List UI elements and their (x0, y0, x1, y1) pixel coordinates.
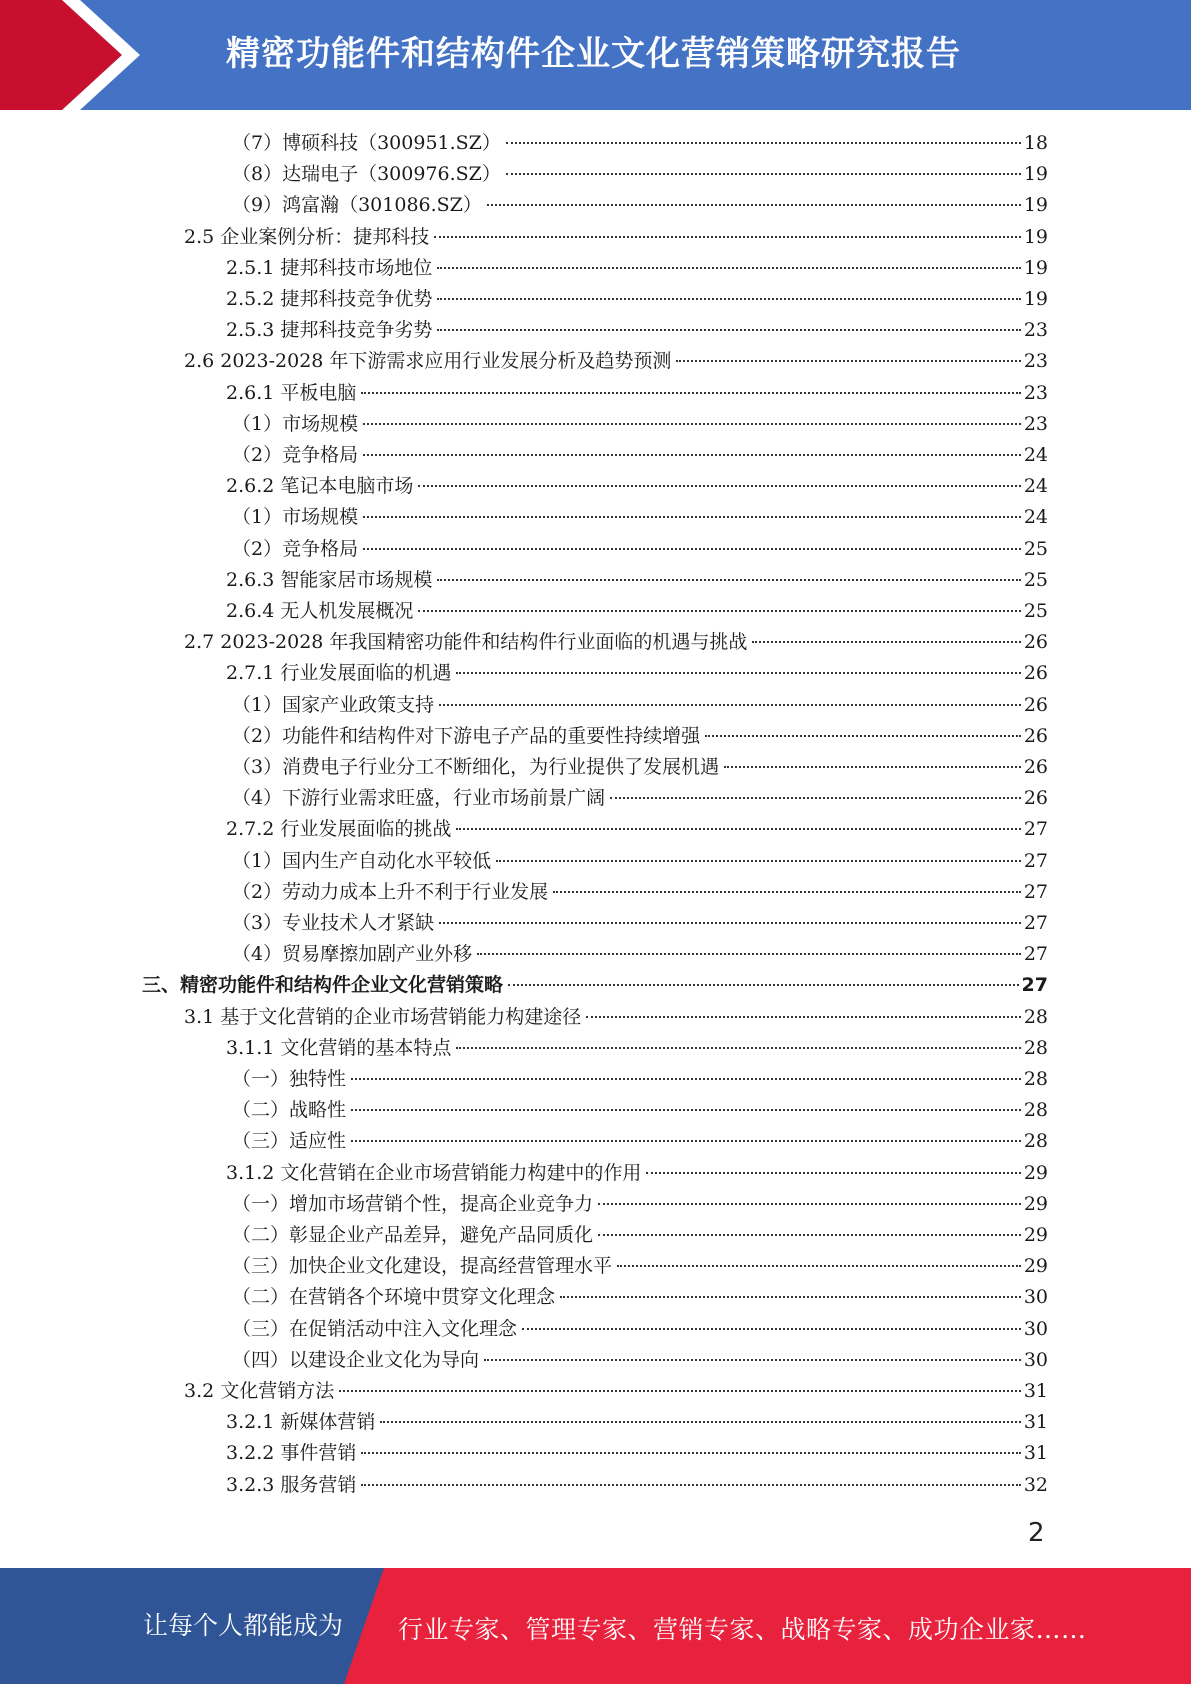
toc-entry-page: 31 (1023, 1442, 1048, 1465)
toc-entry-page: 27 (1023, 943, 1048, 966)
toc-entry-title: （三）适应性 (232, 1130, 347, 1153)
toc-dot-leader (437, 298, 1020, 300)
toc-dot-leader (361, 1484, 1020, 1486)
toc-entry[interactable] (232, 190, 1048, 221)
toc-entry[interactable] (232, 1314, 1048, 1345)
toc-entry[interactable] (226, 284, 1048, 315)
header-arrow-decoration (0, 0, 180, 110)
toc-entry-page: 23 (1023, 381, 1048, 404)
toc-dot-leader (598, 1203, 1021, 1205)
toc-entry[interactable] (184, 346, 1048, 377)
toc-entry-title: （1）市场规模 (232, 412, 359, 435)
toc-entry-title: 三、精密功能件和结构件企业文化营销策略 (142, 974, 504, 997)
toc-entry[interactable] (226, 253, 1048, 284)
toc-dot-leader (553, 891, 1021, 893)
toc-entry[interactable] (226, 1407, 1048, 1438)
toc-entry[interactable] (142, 970, 1048, 1001)
toc-entry-title: 2.6 2023-2028 年下游需求应用行业发展分析及趋势预测 (184, 350, 672, 373)
toc-entry[interactable] (232, 159, 1048, 190)
toc-entry-title: 2.7 2023-2028 年我国精密功能件和结构件行业面临的机遇与挑战 (184, 631, 748, 654)
toc-dot-leader (506, 173, 1021, 175)
toc-entry-page: 29 (1023, 1224, 1048, 1246)
toc-entry-page: 27 (1023, 880, 1048, 903)
toc-dot-leader (363, 548, 1021, 550)
toc-entry[interactable] (232, 752, 1048, 783)
toc-entry-page: 30 (1023, 1317, 1048, 1340)
toc-entry[interactable] (226, 315, 1048, 346)
toc-entry[interactable] (226, 658, 1048, 689)
toc-entry-page: 26 (1023, 662, 1048, 685)
toc-entry-page: 25 (1023, 568, 1048, 591)
toc-entry-title: 2.6.4 无人机发展概况 (226, 600, 414, 622)
toc-entry-title: 3.1 基于文化营销的企业市场营销能力构建途径 (184, 1005, 582, 1028)
toc-entry-title: （2）劳动力成本上升不利于行业发展 (232, 880, 549, 903)
footer-slogan-left: 让每个人都能成为 (143, 1611, 344, 1640)
toc-dot-leader (437, 267, 1020, 269)
toc-entry-title: （三）加快企业文化建设，提高经营管理水平 (232, 1255, 613, 1278)
toc-entry-page: 29 (1023, 1192, 1048, 1215)
toc-entry[interactable] (226, 1033, 1048, 1064)
toc-entry-page: 24 (1023, 475, 1048, 498)
toc-entry[interactable] (232, 1345, 1048, 1376)
toc-entry-title: 2.5.1 捷邦科技市场地位 (226, 256, 433, 279)
toc-entry-page: 25 (1023, 537, 1048, 560)
toc-entry-title: （二）战略性 (232, 1099, 347, 1122)
toc-dot-leader (418, 610, 1020, 612)
toc-entry-title: （3）消费电子行业分工不断细化，为行业提供了发展机遇 (232, 756, 720, 778)
toc-dot-leader (351, 1109, 1021, 1111)
toc-entry[interactable] (232, 1220, 1048, 1251)
toc-entry-page: 28 (1023, 1130, 1048, 1153)
toc-entry[interactable] (226, 596, 1048, 627)
toc-entry-title: 2.5 企业案例分析：捷邦科技 (184, 225, 430, 248)
toc-dot-leader (351, 1140, 1021, 1142)
report-title: 精密功能件和结构件企业文化营销策略研究报告 (226, 34, 961, 74)
toc-entry-page: 23 (1023, 412, 1048, 435)
toc-entry[interactable] (232, 534, 1048, 565)
toc-dot-leader (380, 1421, 1020, 1423)
toc-dot-leader (586, 1016, 1021, 1018)
toc-entry-page: 19 (1023, 163, 1048, 186)
toc-entry-page: 28 (1023, 1099, 1048, 1122)
toc-entry-title: 2.7.2 行业发展面临的挑战 (226, 818, 452, 841)
toc-entry-page: 30 (1023, 1286, 1048, 1309)
toc-dot-leader (506, 142, 1021, 144)
toc-entry-page: 26 (1023, 631, 1048, 654)
toc-entry[interactable] (184, 1002, 1048, 1033)
toc-dot-leader (705, 735, 1021, 737)
toc-entry[interactable] (232, 908, 1048, 939)
toc-entry[interactable] (232, 846, 1048, 877)
toc-entry[interactable] (184, 627, 1048, 658)
toc-entry-title: （1）市场规模 (232, 506, 359, 529)
toc-entry[interactable] (232, 409, 1048, 440)
toc-dot-leader (361, 392, 1020, 394)
toc-entry-page: 30 (1023, 1348, 1048, 1371)
toc-entry-title: 3.1.2 文化营销在企业市场营销能力构建中的作用 (226, 1161, 642, 1184)
toc-entry-title: 2.6.2 笔记本电脑市场 (226, 475, 414, 498)
toc-entry-page: 29 (1023, 1161, 1048, 1184)
toc-entry[interactable] (232, 440, 1048, 471)
toc-entry[interactable] (232, 1126, 1048, 1157)
toc-entry-title: （2）竞争格局 (232, 537, 359, 560)
toc-entry[interactable] (232, 690, 1048, 721)
toc-entry[interactable] (232, 1095, 1048, 1126)
toc-entry-title: （三）在促销活动中注入文化理念 (232, 1317, 518, 1340)
toc-entry-page: 27 (1023, 912, 1048, 934)
toc-dot-leader (439, 922, 1021, 924)
toc-entry-title: （二）在营销各个环境中贯穿文化理念 (232, 1286, 556, 1309)
toc-entry[interactable] (226, 471, 1048, 502)
toc-entry-title: （1）国家产业政策支持 (232, 693, 435, 716)
page-footer (0, 1568, 1191, 1684)
toc-entry[interactable] (226, 378, 1048, 409)
toc-dot-leader (560, 1296, 1021, 1298)
toc-dot-leader (437, 329, 1020, 331)
toc-entry-title: （4）贸易摩擦加剧产业外移 (232, 943, 473, 966)
toc-dot-leader (477, 953, 1021, 955)
page-header (0, 0, 1191, 110)
toc-entry-page: 26 (1023, 787, 1048, 810)
toc-entry-title: （3）专业技术人才紧缺 (232, 912, 435, 934)
toc-entry-title: （2）功能件和结构件对下游电子产品的重要性持续增强 (232, 724, 701, 747)
toc-dot-leader (456, 828, 1020, 830)
toc-dot-leader (437, 579, 1020, 581)
toc-entry-page: 31 (1023, 1380, 1048, 1402)
toc-entry-title: （四）以建设企业文化为导向 (232, 1348, 480, 1371)
toc-entry-title: 3.2.2 事件营销 (226, 1442, 357, 1465)
toc-entry-page: 28 (1023, 1036, 1048, 1059)
toc-entry-title: （7）博硕科技（300951.SZ） (232, 132, 501, 154)
toc-entry[interactable] (184, 222, 1048, 253)
toc-dot-leader (363, 423, 1021, 425)
toc-entry[interactable] (232, 877, 1048, 908)
toc-dot-leader (418, 485, 1020, 487)
toc-entry-title: 3.1.1 文化营销的基本特点 (226, 1036, 452, 1059)
toc-entry-page: 32 (1023, 1473, 1048, 1496)
toc-entry-title: （1）国内生产自动化水平较低 (232, 849, 492, 872)
toc-entry-page: 28 (1023, 1005, 1048, 1028)
toc-entry-page: 19 (1023, 256, 1048, 279)
toc-entry-page: 26 (1023, 724, 1048, 747)
toc-dot-leader (676, 360, 1020, 362)
toc-entry-title: （一）独特性 (232, 1068, 347, 1090)
toc-dot-leader (456, 1047, 1020, 1049)
toc-dot-leader (610, 797, 1021, 799)
toc-entry-title: （一）增加市场营销个性，提高企业竞争力 (232, 1192, 594, 1215)
toc-entry-page: 24 (1023, 506, 1048, 529)
toc-dot-leader (646, 1172, 1020, 1174)
toc-entry-title: （8）达瑞电子（300976.SZ） (232, 163, 501, 186)
toc-entry-title: 2.6.1 平板电脑 (226, 381, 357, 404)
toc-entry-title: （4）下游行业需求旺盛，行业市场前景广阔 (232, 787, 606, 810)
toc-entry-page: 24 (1023, 444, 1048, 466)
toc-dot-leader (363, 516, 1021, 518)
toc-entry[interactable] (226, 1438, 1048, 1469)
toc-entry[interactable] (232, 721, 1048, 752)
toc-entry-title: 3.2.1 新媒体营销 (226, 1411, 376, 1434)
toc-dot-leader (598, 1234, 1021, 1236)
toc-entry[interactable] (232, 1282, 1048, 1313)
toc-entry-title: 2.5.2 捷邦科技竞争优势 (226, 288, 433, 310)
toc-entry[interactable] (226, 814, 1048, 845)
toc-entry-title: （9）鸿富瀚（301086.SZ） (232, 194, 482, 217)
toc-entry-title: （2）竞争格局 (232, 444, 359, 466)
toc-entry[interactable] (226, 1158, 1048, 1189)
toc-entry-title: 2.5.3 捷邦科技竞争劣势 (226, 319, 433, 342)
toc-entry-page: 23 (1023, 319, 1048, 342)
toc-dot-leader (508, 984, 1019, 986)
toc-entry-page: 26 (1023, 693, 1048, 716)
toc-entry-page: 19 (1023, 194, 1048, 217)
toc-entry-page: 27 (1023, 818, 1048, 841)
toc-dot-leader (351, 1078, 1021, 1080)
toc-entry[interactable] (226, 1470, 1048, 1501)
toc-entry[interactable] (232, 1189, 1048, 1220)
toc-dot-leader (724, 766, 1021, 768)
toc-dot-leader (363, 454, 1021, 456)
toc-entry-page: 18 (1023, 132, 1048, 154)
toc-entry-page: 27 (1023, 849, 1048, 872)
toc-entry-title: 2.7.1 行业发展面临的机遇 (226, 662, 452, 685)
toc-entry[interactable] (232, 128, 1048, 159)
toc-dot-leader (434, 236, 1021, 238)
toc-entry[interactable] (232, 783, 1048, 814)
toc-entry[interactable] (232, 1251, 1048, 1282)
toc-entry[interactable] (232, 502, 1048, 533)
toc-entry-page: 31 (1023, 1411, 1048, 1434)
toc-entry-page: 23 (1023, 350, 1048, 373)
toc-entry-page: 26 (1023, 756, 1048, 778)
toc-entry-title: 2.6.3 智能家居市场规模 (226, 568, 433, 591)
toc-entry-title: 3.2.3 服务营销 (226, 1473, 357, 1496)
toc-dot-leader (522, 1328, 1021, 1330)
toc-dot-leader (484, 1359, 1021, 1361)
toc-entry-page: 27 (1021, 974, 1048, 997)
footer-slogan-right: 行业专家、管理专家、营销专家、战略专家、成功企业家…… (398, 1615, 1087, 1644)
toc-dot-leader (617, 1265, 1021, 1267)
toc-entry-page: 25 (1023, 600, 1048, 622)
toc-entry[interactable] (184, 1376, 1048, 1407)
toc-entry-page: 19 (1023, 225, 1048, 248)
page-number: 2 (1028, 1518, 1045, 1548)
toc-entry[interactable] (226, 565, 1048, 596)
toc-dot-leader (361, 1452, 1020, 1454)
toc-entry-page: 19 (1023, 288, 1048, 310)
toc-dot-leader (339, 1390, 1021, 1392)
toc-entry-page: 29 (1023, 1255, 1048, 1278)
toc-entry-title: 3.2 文化营销方法 (184, 1380, 335, 1402)
toc-dot-leader (487, 204, 1021, 206)
toc-dot-leader (496, 860, 1021, 862)
toc-entry-title: （二）彰显企业产品差异，避免产品同质化 (232, 1224, 594, 1246)
toc-entry-page: 28 (1023, 1068, 1048, 1090)
toc-entry[interactable] (232, 939, 1048, 970)
toc-dot-leader (752, 641, 1020, 643)
toc-dot-leader (456, 672, 1020, 674)
toc-entry[interactable] (232, 1064, 1048, 1095)
toc-dot-leader (439, 704, 1021, 706)
